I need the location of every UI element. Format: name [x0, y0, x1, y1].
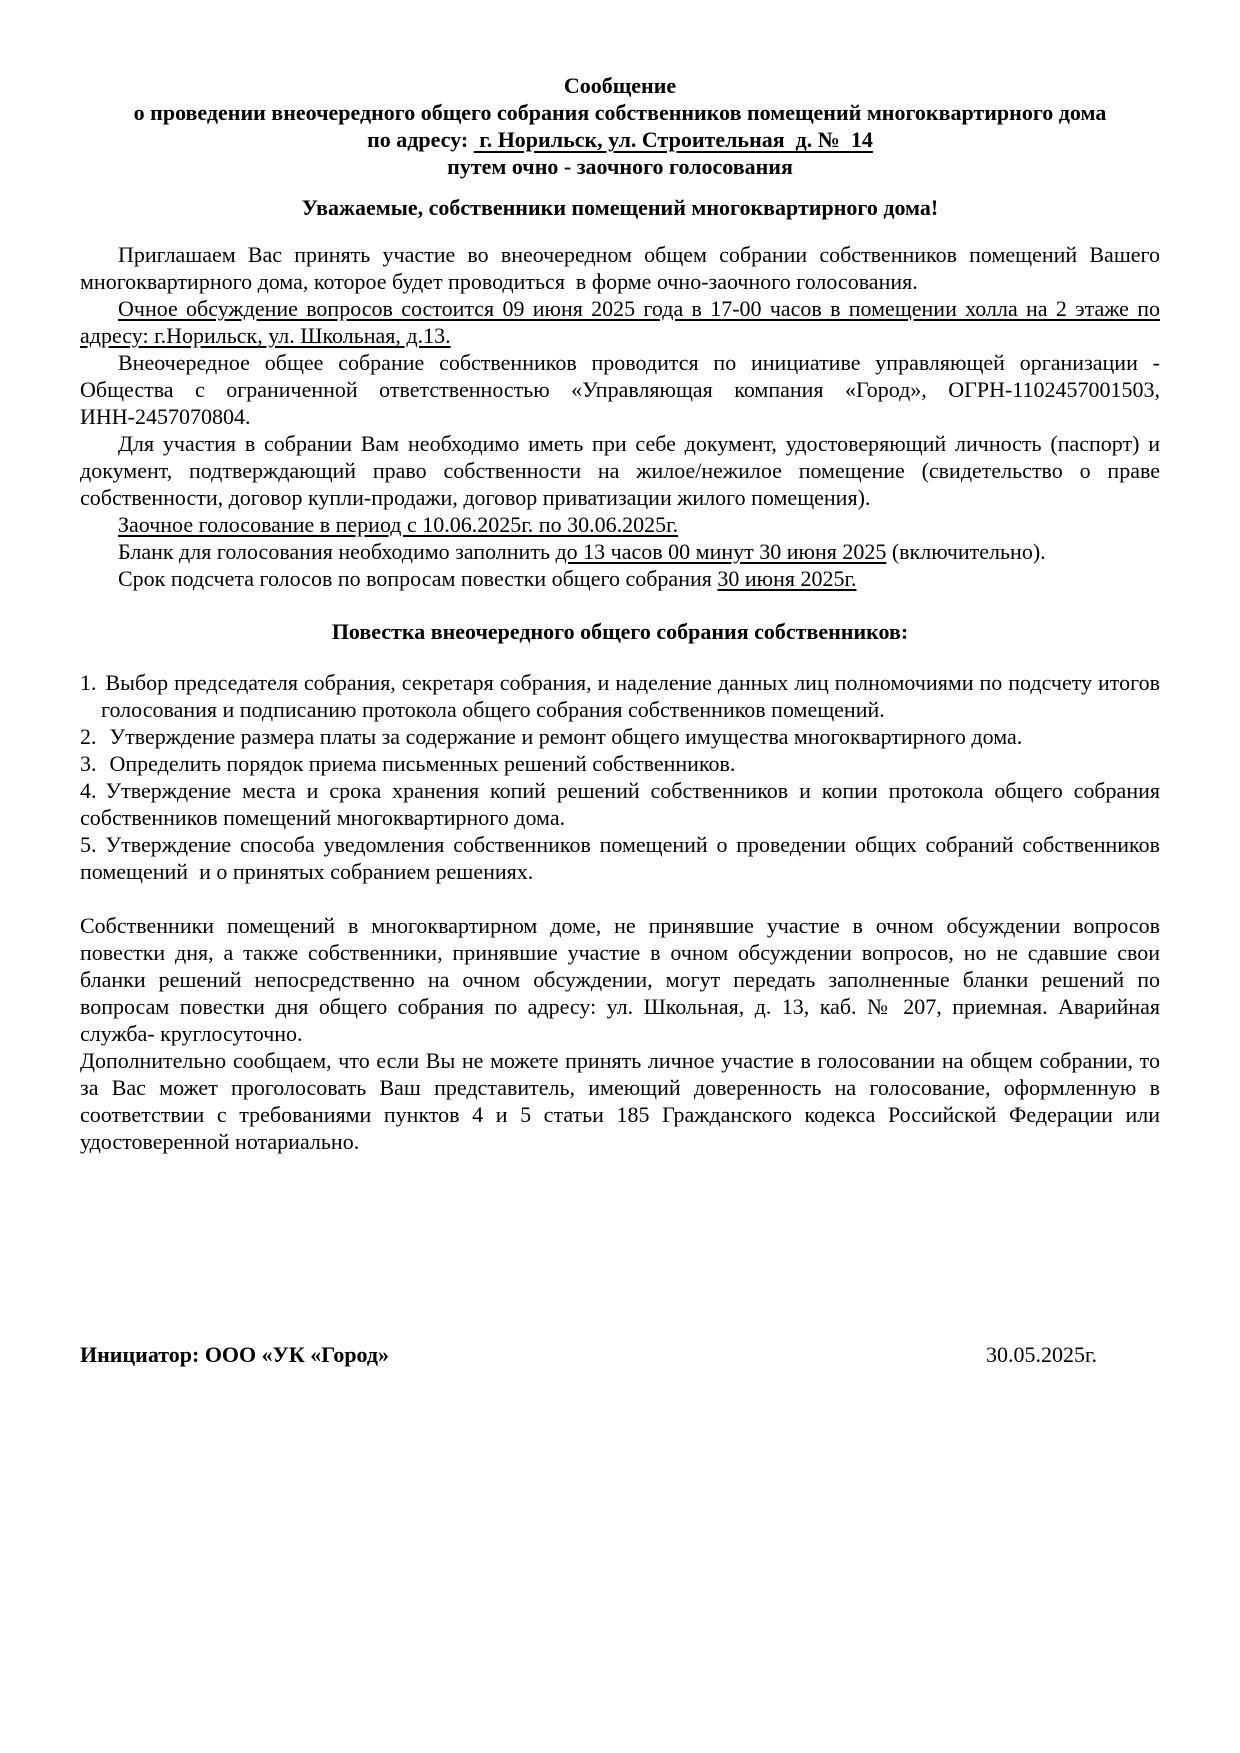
agenda-item-text: Выбор председателя собрания, секретаря собрания, и наделение данных лиц полномочиями по подсчету итогов голосования и подписанию протокола общего собрания собственников помещений. [101, 670, 1160, 722]
agenda-item [80, 750, 1160, 777]
agenda-item-number: 2. [80, 724, 97, 749]
title-block [80, 72, 1160, 180]
count-text-pre: Срок подсчета голосов по вопросам повестки общего собрания [118, 566, 718, 591]
initiator-label: Инициатор: ООО «УК «Город» [80, 1342, 390, 1367]
greeting: Уважаемые, собственники помещений многоквартирного дома! [301, 195, 939, 220]
title-line-4: путем очно - заочного голосования [447, 154, 793, 179]
footer-date: 30.05.2025г. [985, 1342, 1097, 1367]
para-absentee [80, 511, 1160, 538]
ballot-text-post: (включительно). [886, 539, 1046, 564]
para-documents: Для участия в собрании Вам необходимо иметь при себе документ, удостоверяющий личность (паспорт) и документ, подтверждающий право собственности на жилое/нежилое помещение (свидетельство о праве собственности, договор купли-продажи, договор приватизации жилого помещения). [80, 431, 1160, 510]
para-proxy: Дополнительно сообщаем, что если Вы не можете принять личное участие в голосовании на общем собрании, то за Вас может проголосовать Ваш представитель, имеющий доверенность на голосование, оформленную в соответствии с требованиями пунктов 4 и 5 статьи 185 Гражданского кодекса Российской Федерации или удостоверенной нотариально. [80, 1048, 1160, 1154]
inperson-underlined: Очное обсуждение вопросов состоится 09 июня 2025 года в 17-00 часов в помещении холла на 2 этаже по адресу: г.Норильск, ул. Школьная, д.13. [80, 296, 1160, 348]
address-prefix: по адресу: [367, 127, 474, 152]
agenda-heading: Повестка внеочередного общего собрания собственников: [331, 619, 909, 644]
ballot-deadline-underlined: до 13 часов 00 минут 30 июня 2025 [555, 539, 887, 564]
title-line-3 [80, 126, 1160, 153]
para-initiative: Внеочередное общее собрание собственников проводится по инициативе управляющей организации - Общества с ограниченной ответственностью «Управляющая компания «Город», ОГРН-1102457001503, ИНН-2457070804. [80, 350, 1160, 429]
address-underlined: г. Норильск, ул. Строительная д. № 14 [473, 127, 873, 152]
agenda-item [80, 669, 1160, 723]
para-handover: Собственники помещений в многоквартирном доме, не принявшие участие в очном обсуждении вопросов повестки дня, а также собственники, принявшие участие в очном обсуждении вопросов, но не сдавшие свои бланки решений непосредственно на очном обсуждении, могут передать заполненные бланки решений по вопросам повестки дня общего собрания по адресу: ул. Школьная, д. 13, каб. № 207, приемная. Аварийная служба- круглосуточно. [80, 913, 1160, 1046]
absentee-underlined: Заочное голосование в период с 10.06.2025г. по 30.06.2025г. [118, 512, 679, 537]
para-count [80, 565, 1160, 592]
para-inperson [80, 295, 1160, 349]
footer [80, 1341, 1160, 1368]
title-line-2: о проведении внеочередного общего собрания собственников помещений многоквартирного дома [133, 100, 1107, 125]
para-invite: Приглашаем Вас принять участие во внеочередном общем собрании собственников помещений Вашего многоквартирного дома, которое будет проводиться в форме очно-заочного голосования. [80, 242, 1166, 294]
title-line-1: Сообщение [563, 73, 677, 98]
count-date-underlined: 30 июня 2025г. [717, 566, 857, 591]
agenda-item [80, 777, 1160, 831]
agenda-item-text: Определить порядок приема письменных решений собственников. [109, 751, 736, 776]
agenda-list [80, 669, 1166, 885]
agenda-item-text: Утверждение размера платы за содержание и ремонт общего имущества многоквартирного дома. [109, 724, 1023, 749]
agenda-item [80, 723, 1160, 750]
para-ballot [80, 538, 1160, 565]
agenda-item-number: 4. [80, 778, 97, 803]
ballot-text-pre: Бланк для голосования необходимо заполнить [118, 539, 556, 564]
agenda-item-number: 1. [80, 670, 97, 695]
agenda-item-text: Утверждение способа уведомления собственников помещений о проведении общих собраний собственников помещений и о принятых собранием решениях. [80, 832, 1166, 884]
agenda-item [80, 831, 1166, 885]
agenda-item-number: 3. [80, 751, 97, 776]
agenda-item-number: 5. [80, 832, 97, 857]
agenda-item-text: Утверждение места и срока хранения копий решений собственников и копии протокола общего собрания собственников помещений многоквартирного дома. [80, 778, 1160, 830]
